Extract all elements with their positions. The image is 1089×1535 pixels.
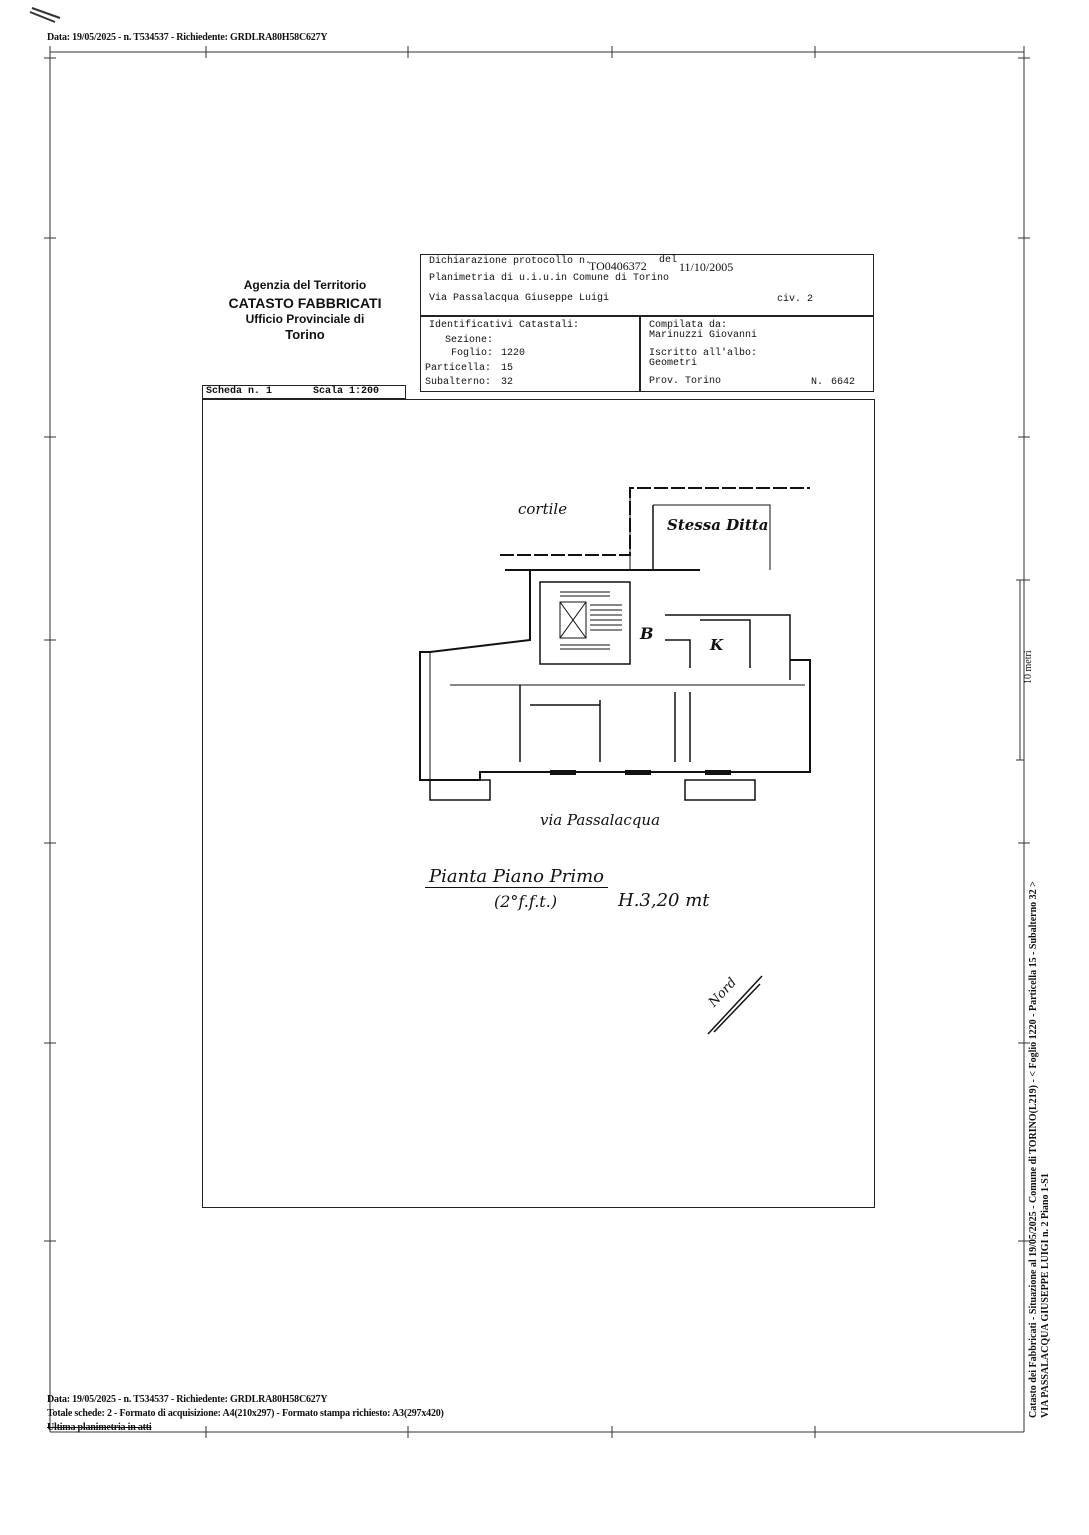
catasto-title: CATASTO FABBRICATI	[228, 295, 382, 311]
side-caption-line1: Catasto dei Fabbricati - Situazione al 19/05/2025 - Comune di TORINO(L219) - < Foglio 1220 - Particella 15 - Subalterno 32 >	[1028, 881, 1039, 1418]
ufficio-label: Ufficio Provinciale di	[245, 312, 365, 326]
city-label: Torino	[285, 327, 325, 342]
scheda-box	[202, 385, 406, 399]
particella-label: Particella:	[425, 363, 492, 374]
footer-line1: Data: 19/05/2025 - n. T534537 - Richiedente: GRDLRA80H58C627Y	[47, 1394, 328, 1405]
agency-name: Agenzia del Territorio	[243, 278, 367, 292]
sezione-label: Sezione:	[445, 335, 494, 346]
compiler-box	[640, 316, 874, 392]
subalterno-value: 32	[501, 377, 514, 388]
header-request-info: Data: 19/05/2025 - n. T534537 - Richiedente: GRDLRA80H58C627Y	[47, 32, 328, 43]
civico-label: civ. 2	[777, 294, 814, 305]
planimetria-label: Planimetria di u.i.u.in Comune di Torino	[429, 273, 670, 284]
subalterno-label: Subalterno:	[425, 377, 492, 388]
n-label: N.	[811, 377, 824, 388]
identifiers-title: Identificativi Catastali:	[429, 320, 580, 331]
room-k-label: K	[710, 636, 724, 654]
particella-value: 15	[501, 363, 514, 374]
declaration-label: Dichiarazione protocollo n.	[429, 256, 592, 267]
side-caption-line2: VIA PASSALACQUA GIUSEPPE LUIGI n. 2 Piano 1-S1	[1040, 1173, 1051, 1418]
address-label: Via Passalacqua Giuseppe Luigi	[429, 293, 610, 304]
albo-value: Geometri	[649, 358, 698, 369]
compiler-name: Marinuzzi Giovanni	[649, 330, 758, 341]
plan-subtitle: (2°f.f.t.)	[494, 892, 558, 911]
declaration-box	[420, 254, 874, 316]
scheda-label: Scheda n. 1	[206, 386, 273, 397]
declaration-date: 11/10/2005	[679, 260, 734, 274]
cortile-label: cortile	[518, 500, 568, 518]
provincia-label: Prov. Torino	[649, 376, 722, 387]
plan-height: H.3,20 mt	[618, 890, 710, 911]
protocol-number: TO0406372	[589, 259, 647, 273]
del-label: del	[659, 255, 678, 266]
north-label: Nord	[706, 975, 740, 1011]
footer-line3: Ultima planimetria in atti	[47, 1422, 152, 1433]
albo-number: 6642	[831, 377, 856, 388]
foglio-label: Foglio:	[451, 348, 494, 359]
plan-title: Pianta Piano Primo	[425, 866, 608, 888]
agency-block	[205, 276, 405, 344]
footer-line2: Totale schede: 2 - Formato di acquisizione: A4(210x297) - Formato stampa richiesto: A3(297x420)	[47, 1408, 444, 1419]
street-label: via Passalacqua	[540, 811, 661, 829]
room-b-label: B	[640, 624, 654, 643]
stessa-ditta-label: Stessa Ditta	[667, 516, 769, 534]
foglio-value: 1220	[501, 348, 526, 359]
scala-label: Scala 1:200	[313, 386, 380, 397]
compilata-label: Compilata da:	[649, 320, 728, 331]
iscritto-label: Iscritto all'albo:	[649, 348, 758, 359]
identifiers-box	[420, 316, 640, 392]
scale-bar-label: 10 metri	[1023, 650, 1034, 684]
